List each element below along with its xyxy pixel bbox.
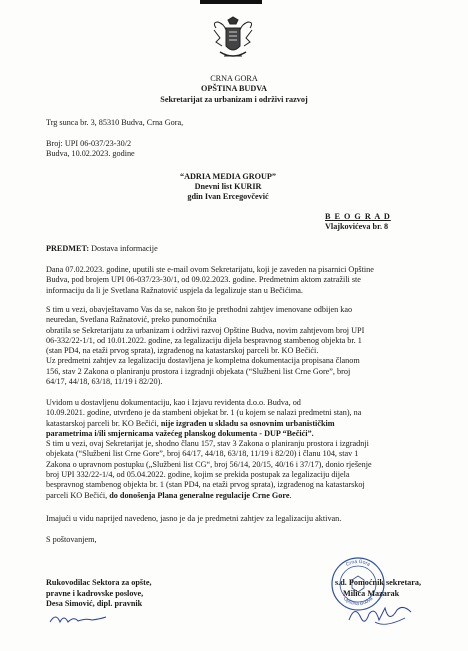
- closing-statement: Imajući u vidu naprijed navedeno, jasno je da je predmetni zahtjev za legalizaciju aktivan.: [46, 514, 342, 523]
- text-line: 64/17, 44/18, 63/18, 11/19 i 82/20).: [46, 377, 163, 387]
- address-line: Trg sunca br. 3, 85310 Budva, Crna Gora,: [46, 118, 184, 127]
- text-line: Budva, pod brojem UPI 06-037/23-30/1, od 09.02.2023. godine. Predmetnim aktom zatražili ste: [46, 275, 361, 285]
- text-line: bespravnog stambenog objekta br. 1 (stan PD4, na etaži prvog sprata), izgrađenog na katastarskoj: [46, 480, 365, 490]
- text-line: 06-332/22-1/1, od 10.01.2022. godine, za legalizaciju dijela bespravnog stambenog objekta br. 1: [46, 335, 362, 345]
- left-signature-block: [46, 578, 152, 610]
- text-line: neuredan, Svetlana Ražnatović, preko punomoćnika: [46, 315, 217, 325]
- recipient-person: gdin Ivan Ercegovčević: [187, 192, 269, 201]
- recipient-paper: Dnevni list KURIR: [194, 182, 262, 191]
- text-segment: katastarskoj parceli br. KO Bečići,: [46, 418, 161, 428]
- greeting: S poštovanjem,: [46, 535, 97, 544]
- stamp-ring-top: Crna Gora: [345, 558, 372, 568]
- text-line: [46, 419, 430, 429]
- text-line: [46, 491, 430, 501]
- recipient-street: Vlajkovićeva br. 8: [325, 222, 389, 231]
- paragraph-request: [46, 265, 430, 296]
- text-line: 10.09.2021. godine, utvrđeno je da stambeni objekat br. 1 (u kojem se nalazi predmetni stan), na: [46, 408, 362, 418]
- paragraph-review: [46, 398, 430, 501]
- stamp-ring-bottom: Opština Budva: [341, 595, 375, 608]
- text-line: broj UPI 332/22-1/4, od 05.04.2022. godine, kojim se prekida postupak za legalizaciju dijela: [46, 470, 350, 480]
- text-line: objekata (“Službeni list Crne Gore”, broj 64/17, 44/18, 63/18, 11/19 i 82/20) i članu 104, stav 1: [46, 449, 359, 459]
- recipient-company: “ADRIA MEDIA GROUP”: [180, 172, 276, 181]
- text-line: Uz predmetni zahtjev za legalizaciju dostavljena je kompletna dokumentacija propisana članom: [46, 356, 360, 366]
- text-bold-segment: nije izgrađen u skladu sa osnovnim urbanističkim: [160, 418, 335, 428]
- text-line: Uvidom u dostavljenu dokumentaciju, kao i Izjavu revidenta d.o.o. Budva, od: [46, 398, 301, 407]
- text-segment: .: [289, 490, 292, 500]
- subject-label: PREDMET:: [46, 244, 90, 253]
- text-bold-segment: do donošenja Plana generalne regulacije Crne Gore: [109, 490, 290, 500]
- text-line: Zakona o upravnom postupku („Službeni list CG“, broj 56/14, 20/15, 40/16 i 37/17), donio rješenje: [46, 459, 372, 469]
- subject-line: [46, 244, 158, 254]
- country-label: CRNA GORA: [210, 74, 258, 83]
- subject-text: Dostava informacije: [89, 244, 158, 253]
- text-segment: parceli KO Bečići,: [46, 490, 110, 500]
- reference-number: Broj: UPI 06-037/23-30/2: [46, 139, 132, 148]
- text-line: S tim u vezi, obavještavamo Vas da se, nakon što je prethodni zahtjev imenovane odbijen kao: [46, 305, 353, 314]
- department-label: Sekretarijat za urbanizam i održivi razvoj: [160, 95, 308, 104]
- text-line: parametrima i/ili smjernicama važećeg planskog dokumenta - DUP “Bečići”.: [46, 428, 314, 438]
- paragraph-application: [46, 305, 430, 387]
- text-line: S tim u vezi, ovaj Sekretarijat je, shodno članu 157, stav 3 Zakona o planiranju prostora i izgradnji: [46, 439, 369, 449]
- coat-of-arms-icon: [206, 16, 260, 62]
- municipality-label: OPŠTINA BUDVA: [200, 84, 268, 93]
- handwritten-signature-right: [345, 600, 415, 630]
- text-line: (stan PD4, na etaži prvog sprata), izgrađenog na katastarskoj parceli br. KO Bečići.: [46, 346, 319, 356]
- right-signature-line: s.d. Pomoćnik sekretara,: [335, 578, 422, 587]
- text-line: Dana 07.02.2023. godine, uputili ste e-mail ovom Sekretarijatu, koji je zaveden na pisarnici Opštine: [46, 265, 374, 274]
- left-signature-line: Rukovodilac Sektora za opšte,: [46, 578, 152, 587]
- place-date: Budva, 10.02.2023. godine: [46, 149, 135, 158]
- text-line: informaciju da li je Svetlana Ražnatović uspjela da legalizuje stan u Bečićima.: [46, 285, 303, 295]
- right-signature-block: [335, 578, 421, 599]
- left-signature-line: Desa Simović, dipl. pravnik: [46, 599, 143, 608]
- text-line: obratila se Sekretarijatu za urbanizam i održivi razvoj Opštine Budva, novim zahtjevom broj UPI: [46, 325, 365, 335]
- scan-top-bar: [200, 0, 262, 4]
- right-signature-line: Milica Mazarak: [343, 588, 400, 598]
- text-line: 156, stav 2 Zakona o planiranju prostora i izgradnji objekata (“Službeni list Crne Gore”, broj: [46, 366, 351, 376]
- left-signature-line: pravne i kadrovske poslove,: [46, 588, 144, 598]
- handwritten-signature-left: [48, 610, 108, 628]
- recipient-city: B E O G R A D: [325, 212, 391, 221]
